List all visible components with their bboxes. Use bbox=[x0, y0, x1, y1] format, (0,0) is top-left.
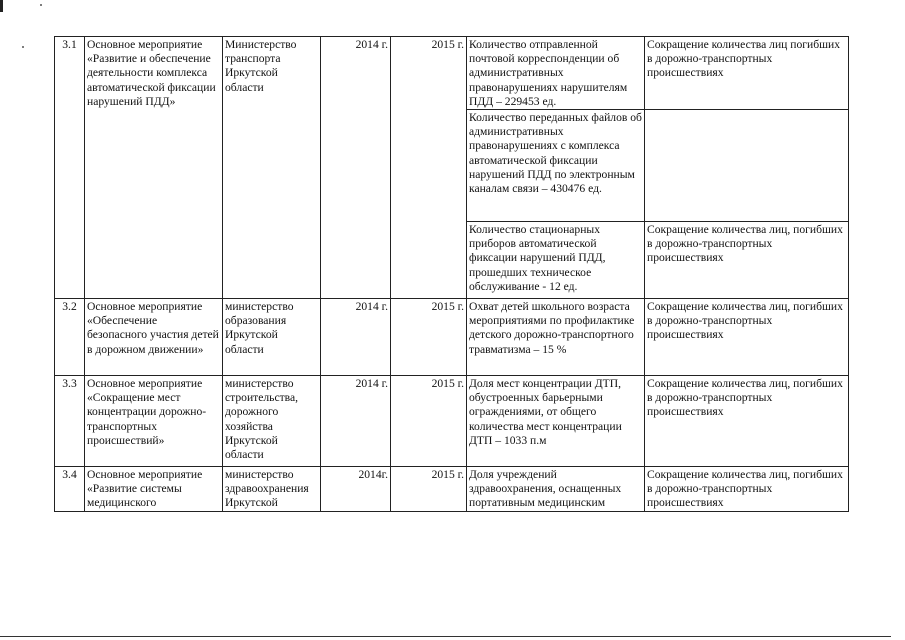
expected-result: Сокращение количества лиц, погибших в дорожно-транспортных происшествиях bbox=[645, 376, 849, 467]
table-row bbox=[55, 376, 849, 467]
row-number: 3.3 bbox=[55, 376, 85, 467]
indicator-text: Доля мест концентрации ДТП, обустроенных барьерными ограждениями, от общего количества мест концентрации ДТП – 1033 п.м bbox=[467, 376, 645, 467]
end-year: 2015 г. bbox=[391, 37, 467, 299]
indicator-text: Количество переданных файлов об административных правонарушениях с комплекса автоматической фиксации нарушений ПДД по электронным каналам связи – 430476 ед. bbox=[467, 110, 645, 222]
page-bottom-edge bbox=[0, 636, 891, 637]
indicator-text: Доля учреждений здравоохранения, оснащенных портативным медицинским bbox=[467, 467, 645, 512]
table-row bbox=[55, 37, 849, 110]
row-number: 3.4 bbox=[55, 467, 85, 512]
event-name: Основное мероприятие «Развитие и обеспечение деятельности комплекса автоматической фиксации нарушений ПДД» bbox=[85, 37, 223, 299]
end-year: 2015 г. bbox=[391, 299, 467, 376]
executor: Министерство транспорта Иркутской области bbox=[223, 37, 321, 299]
expected-result: Сокращение количества лиц, погибших в дорожно-транспортных происшествиях bbox=[645, 299, 849, 376]
scan-speck bbox=[22, 46, 24, 48]
table-row bbox=[55, 299, 849, 376]
indicator-text: Охват детей школьного возраста мероприятиями по профилактике детского дорожно-транспортного травматизма – 15 % bbox=[467, 299, 645, 376]
executor: министерство строительства, дорожного хозяйства Иркутской области bbox=[223, 376, 321, 467]
indicator-text: Количество отправленной почтовой корреспонденции об административных правонарушениях нарушителям ПДД – 229453 ед. bbox=[467, 37, 645, 110]
page-edge-mark bbox=[0, 0, 3, 12]
scan-speck bbox=[40, 4, 42, 6]
table-row bbox=[55, 467, 849, 512]
expected-result: Сокращение количества лиц погибших в дорожно-транспортных происшествиях bbox=[645, 37, 849, 110]
row-number: 3.1 bbox=[55, 37, 85, 299]
executor: министерство здравоохранения Иркутской bbox=[223, 467, 321, 512]
expected-result: Сокращение количества лиц, погибших в дорожно-транспортных происшествиях bbox=[645, 222, 849, 299]
executor: министерство образования Иркутской области bbox=[223, 299, 321, 376]
indicator-text: Количество стационарных приборов автоматической фиксации нарушений ПДД, прошедших техническое обслуживание - 12 ед. bbox=[467, 222, 645, 299]
row-number: 3.2 bbox=[55, 299, 85, 376]
expected-result: Сокращение количества лиц, погибших в дорожно-транспортных происшествиях bbox=[645, 467, 849, 512]
start-year: 2014 г. bbox=[321, 37, 391, 299]
end-year: 2015 г. bbox=[391, 467, 467, 512]
start-year: 2014 г. bbox=[321, 299, 391, 376]
program-measures-table bbox=[54, 36, 849, 512]
event-name: Основное мероприятие «Обеспечение безопасного участия детей в дорожном движении» bbox=[85, 299, 223, 376]
event-name: Основное мероприятие «Сокращение мест концентрации дорожно-транспортных происшествий» bbox=[85, 376, 223, 467]
start-year: 2014г. bbox=[321, 467, 391, 512]
end-year: 2015 г. bbox=[391, 376, 467, 467]
start-year: 2014 г. bbox=[321, 376, 391, 467]
expected-result bbox=[645, 110, 849, 222]
event-name: Основное мероприятие «Развитие системы медицинского bbox=[85, 467, 223, 512]
